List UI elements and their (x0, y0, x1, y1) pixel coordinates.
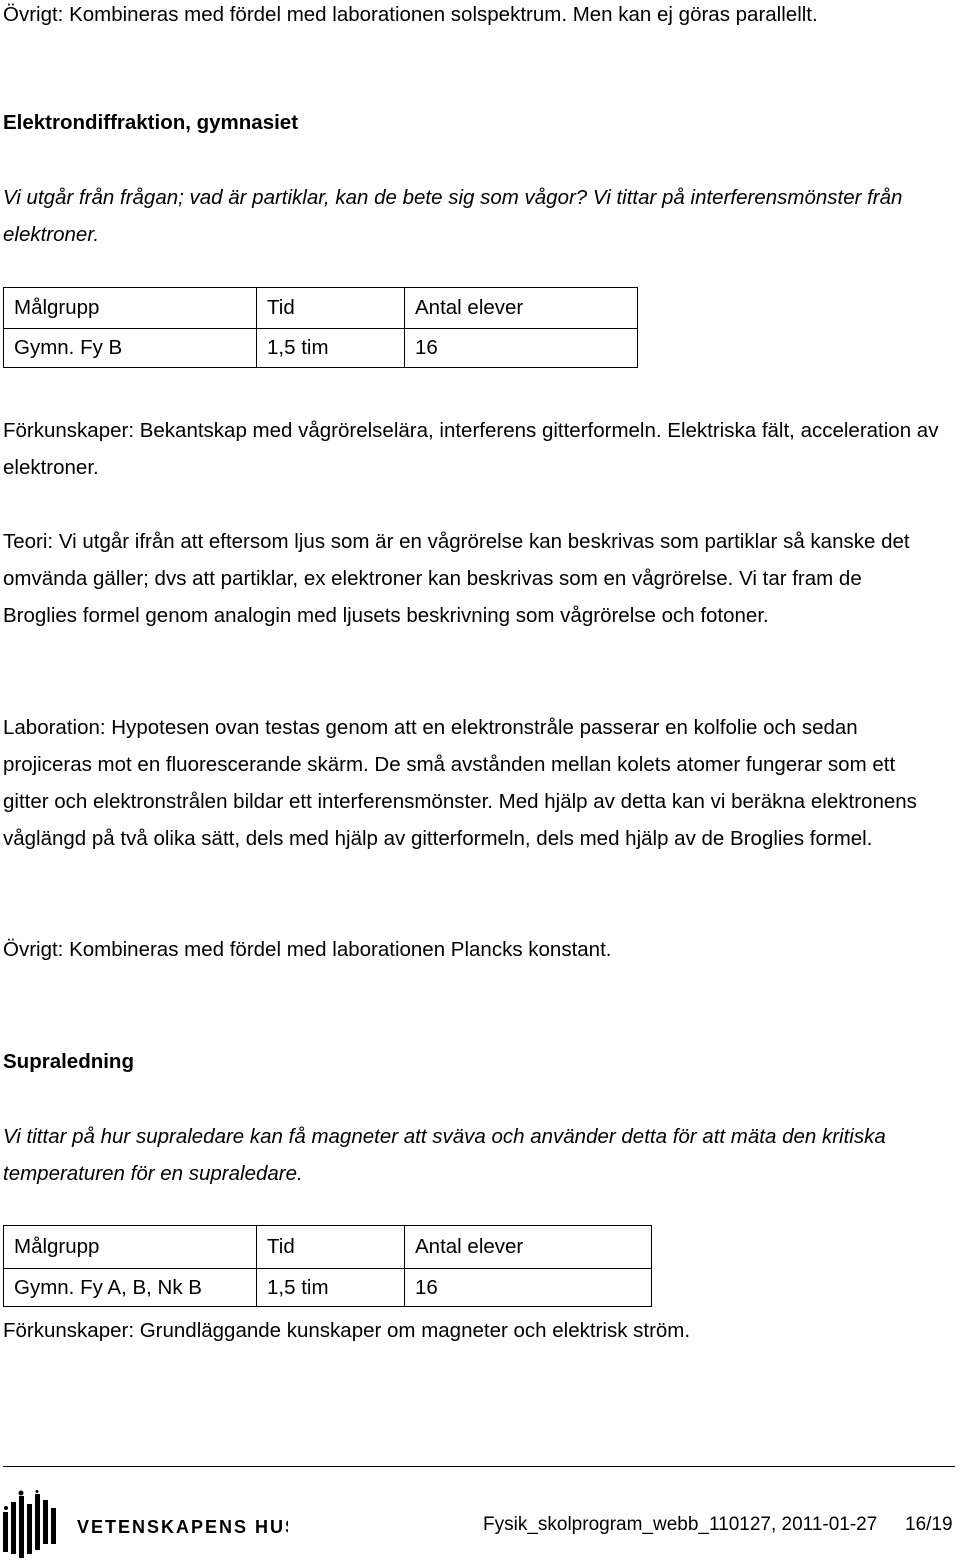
header-antal-elever: Antal elever (405, 288, 638, 329)
section-title-supraledning: Supraledning (3, 1050, 134, 1073)
prerequisites-elektrondiffraktion: Förkunskaper: Bekantskap med vågrörelselära, interferens gitterformeln. Elektriska fält, acceleration av elektroner. (3, 419, 939, 479)
vetenskapens-hus-logo (3, 1490, 288, 1566)
info-table-supraledning (3, 1225, 652, 1307)
info-table-elektrondiffraktion (3, 287, 638, 368)
prerequisites-supraledning: Förkunskaper: Grundläggande kunskaper om magneter och elektrisk ström. (3, 1319, 691, 1342)
theory-paragraph: Teori: Vi utgår ifrån att eftersom ljus som är en vågrörelse kan beskrivas som partiklar så kanske det omvända gäller; dvs att partiklar, ex elektroner kan beskrivas som en vågrörelse. Vi tar fram de Broglies formel genom analogin med ljusets beskrivning som vågrörelse och fotoner. (3, 530, 910, 627)
footer-divider (3, 1466, 955, 1467)
header-tid: Tid (257, 288, 405, 329)
header-antal-elever: Antal elever (405, 1226, 652, 1269)
section-intro-supraledning: Vi tittar på hur supraledare kan få magneter att sväva och använder detta för att mäta den kritiska temperaturen för en supraledare. (3, 1125, 886, 1185)
header-malgrupp: Målgrupp (4, 1226, 257, 1269)
info-table-header-row (4, 1226, 652, 1269)
document-info: Fysik_skolprogram_webb_110127, 2011-01-27 (483, 1514, 878, 1535)
info-table-header-row (4, 288, 638, 329)
header-tid: Tid (257, 1226, 405, 1269)
cell-tid: 1,5 tim (257, 329, 405, 368)
cell-antal-elever: 16 (405, 1269, 652, 1307)
header-malgrupp: Målgrupp (4, 288, 257, 329)
info-table-data-row (4, 329, 638, 368)
cell-tid: 1,5 tim (257, 1269, 405, 1307)
other-note-elektrondiffraktion: Övrigt: Kombineras med fördel med laborationen Plancks konstant. (3, 938, 612, 961)
top-note: Övrigt: Kombineras med fördel med laborationen solspektrum. Men kan ej göras parallellt. (3, 3, 818, 26)
section-intro-elektrondiffraktion: Vi utgår från frågan; vad är partiklar, kan de bete sig som vågor? Vi tittar på interferensmönster från elektroner. (3, 186, 903, 246)
cell-malgrupp: Gymn. Fy B (4, 329, 257, 368)
info-table-data-row (4, 1269, 652, 1307)
cell-malgrupp: Gymn. Fy A, B, Nk B (4, 1269, 257, 1307)
cell-antal-elever: 16 (405, 329, 638, 368)
lab-paragraph: Laboration: Hypotesen ovan testas genom att en elektronstråle passerar en kolfolie och sedan projiceras mot en fluorescerande skärm. De små avstånden mellan kolets atomer fungerar som ett gitter och elektronstrålen bildar ett interferensmönster. Med hjälp av detta kan vi beräkna elektronens våglängd på två olika sätt, dels med hjälp av gitterformeln, dels med hjälp av de Broglies formel. (3, 716, 917, 850)
logo-mark-icon (3, 1490, 288, 1560)
section-title-elektrondiffraktion: Elektrondiffraktion, gymnasiet (3, 111, 299, 134)
logo-text: VETENSKAPENS HUS (77, 1517, 288, 1537)
page-number: 16/19 (905, 1514, 953, 1535)
